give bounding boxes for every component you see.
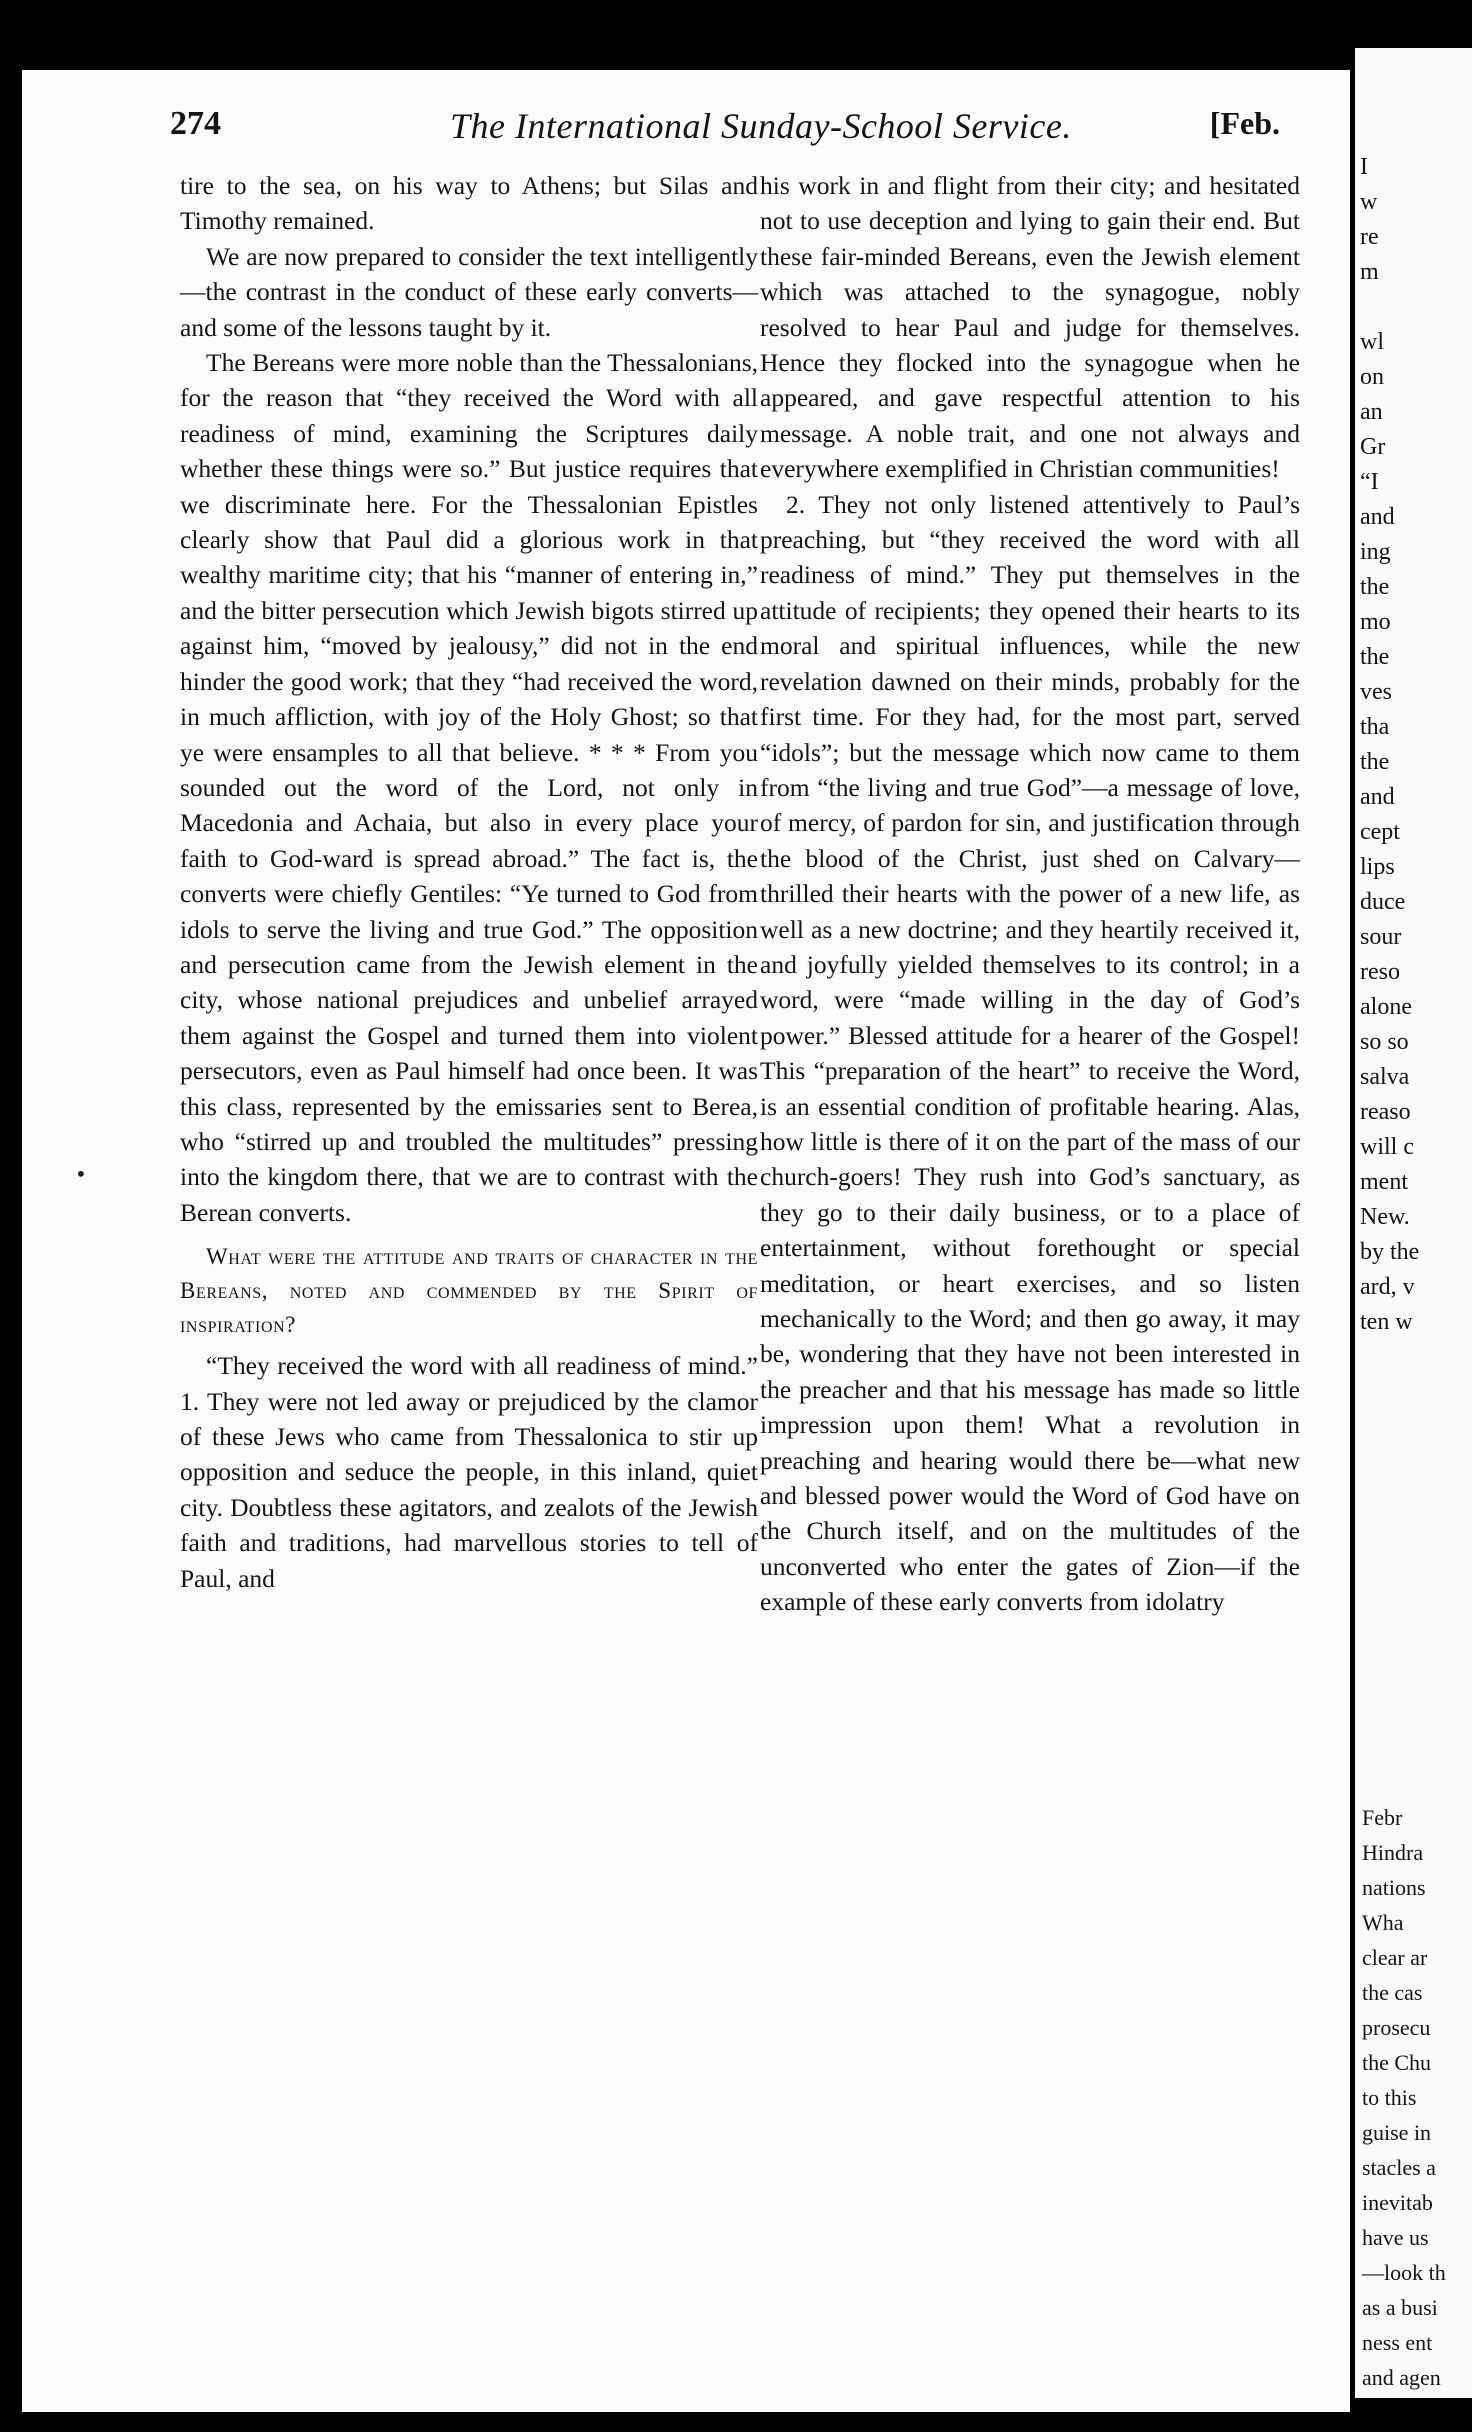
right-column <box>760 168 1300 1620</box>
adjacent-page-line: re <box>1360 224 1379 250</box>
adjacent-page-line: —look th <box>1362 2260 1446 2285</box>
adjacent-page-text-upper <box>1360 150 1419 1340</box>
running-title: The International Sunday-School Service. <box>450 106 1072 146</box>
adjacent-page-line: the Chu <box>1362 2050 1432 2075</box>
adjacent-page-line: salva <box>1360 1064 1410 1090</box>
adjacent-page-line: Febr <box>1362 1805 1403 1830</box>
adjacent-page-line: an <box>1360 399 1383 425</box>
adjacent-page-line: have us <box>1362 2225 1429 2250</box>
adjacent-page-line: ves <box>1360 679 1392 705</box>
adjacent-page-line: the <box>1360 749 1390 775</box>
adjacent-page-line: stacles a <box>1362 2155 1436 2180</box>
adjacent-page-line: ard, v <box>1360 1274 1415 1300</box>
adjacent-page-line: guise in <box>1362 2120 1432 2145</box>
adjacent-page-line: ing <box>1360 539 1391 565</box>
adjacent-page-line: clear ar <box>1362 1945 1428 1970</box>
paragraph: We are now prepared to consider the text intelligently—the contrast in the conduct of these early converts—and some of the lessons taught by it. <box>180 241 758 342</box>
adjacent-page-line: tha <box>1360 714 1390 740</box>
paragraph: 2. They not only listened attentively to Paul’s preaching, but “they received the word with all readiness of mind.” They put themselves in the attitude of recipients; they opened their hearts to its moral and spiritual influences, while the new revelation dawned on their minds, probably for the first time. For they had, for the most part, served “idols”; but the message which now came to them from “the living and true God”—a message of love, of mercy, of pardon for sin, and justification through the blood of the Christ, just shed on Calvary—thrilled their hearts with the power of a new life, as well as a new doctrine; and they heartily received it, and joyfully yielded themselves to its control; in a word, were “made willing in the day of God’s power.” Blessed attitude for a hearer of the Gospel! This “preparation of the heart” to receive the Word, is an essential condition of profitable hearing. Alas, how little is there of it on the part of the mass of our church-goers! They rush into God’s sanctuary, as they go to their daily business, or to a place of entertainment, without forethought or special meditation, or heart exercises, and so listen mechanically to the Word; and then go away, it may be, wondering that they have not been interested in the preacher and that his message has made so little impression upon them! What a revolution in preaching and hearing would there be—what new and blessed power would the Word of God have on the Church itself, and on the multitudes of the unconverted who enter the gates of Zion—if the example of these early converts from idolatry <box>760 489 1300 1617</box>
adjacent-page-line: “I <box>1360 469 1379 495</box>
adjacent-page-line: so so <box>1360 1029 1409 1055</box>
adjacent-page-line: New. <box>1360 1204 1410 1230</box>
page-number: 274 <box>170 105 221 142</box>
adjacent-page-line: the <box>1360 574 1390 600</box>
adjacent-page-line: the cas <box>1362 1980 1423 2005</box>
adjacent-page-line: ness ent <box>1362 2330 1433 2355</box>
adjacent-page-line: and agen <box>1362 2365 1441 2390</box>
adjacent-page-line: ment <box>1360 1169 1408 1195</box>
adjacent-page-line: Gr <box>1360 434 1386 460</box>
adjacent-page-line: reso <box>1360 959 1400 985</box>
adjacent-page-line: nations <box>1362 1875 1426 1900</box>
running-head <box>170 105 1280 165</box>
adjacent-page-line: Wha <box>1362 1910 1404 1935</box>
adjacent-page-line: mo <box>1360 609 1391 635</box>
adjacent-page-line: and <box>1360 784 1395 810</box>
adjacent-page-line: wl <box>1360 329 1384 355</box>
adjacent-page-line: prosecu <box>1362 2015 1431 2040</box>
adjacent-page-line: on <box>1360 364 1384 390</box>
adjacent-page-line: inevitab <box>1362 2190 1433 2215</box>
adjacent-page-line: sour <box>1360 924 1402 950</box>
adjacent-page-line <box>1360 290 1419 325</box>
adjacent-page-text-lower <box>1362 1800 1446 2395</box>
adjacent-page-line: will c <box>1360 1134 1414 1160</box>
adjacent-page-line: reaso <box>1360 1099 1411 1125</box>
adjacent-page-line: m <box>1360 259 1379 285</box>
margin-mark: • <box>75 1162 87 1186</box>
adjacent-page-line: to this <box>1362 2085 1417 2110</box>
adjacent-page-line: by the <box>1360 1239 1420 1265</box>
left-column <box>180 168 758 1596</box>
running-month: [Feb. <box>1209 105 1280 141</box>
adjacent-page-line: lips <box>1360 854 1395 880</box>
adjacent-page-line: ten w <box>1360 1309 1413 1335</box>
paragraph: his work in and flight from their city; and hesitated not to use deception and lying to gain their end. But these fair-minded Bereans, even the Jewish element which was attached to the synagogue, nobly resolved to hear Paul and judge for themselves. Hence they flocked into the synagogue when he appeared, and gave respectful attention to his message. A noble trait, and one not always and everywhere exemplified in Christian communities! <box>760 171 1300 484</box>
question-heading: What were the attitude and traits of character in the Bereans, noted and commended by the Spirit of inspiration? <box>180 1244 758 1338</box>
adjacent-page-line: the <box>1360 644 1390 670</box>
adjacent-page-line: alone <box>1360 994 1412 1020</box>
paragraph: tire to the sea, on his way to Athens; but Silas and Timothy remained. <box>180 171 758 236</box>
paragraph: “They received the word with all readiness of mind.” 1. They were not led away or prejudiced by the clamor of these Jews who came from Thessalonica to stir up opposition and seduce the people, in this inland, quiet city. Doubtless these agitators, and zealots of the Jewish faith and traditions, had marvellous stories to tell of Paul, and <box>180 1351 758 1593</box>
paragraph: The Bereans were more noble than the Thessalonians, for the reason that “they received the Word with all readiness of mind, examining the Scriptures daily whether these things were so.” But justice requires that we discriminate here. For the Thessalonian Epistles clearly show that Paul did a glorious work in that wealthy maritime city; that his “manner of entering in,” and the bitter persecution which Jewish bigots stirred up against him, “moved by jealousy,” did not in the end hinder the good work; that they “had received the word, in much affliction, with joy of the Holy Ghost; so that ye were ensamples to all that believe. * * * From you sounded out the word of the Lord, not only in Macedonia and Achaia, but also in every place your faith to God-ward is spread abroad.” The fact is, the converts were chiefly Gentiles: “Ye turned to God from idols to serve the living and true God.” The opposition and persecution came from the Jewish element in the city, whose national prejudices and unbelief arrayed them against the Gospel and turned them into violent persecutors, even as Paul himself had once been. It was this class, represented by the emissaries sent to Berea, who “stirred up and troubled the multitudes” pressing into the kingdom there, that we are to contrast with the Berean converts. <box>180 348 758 1227</box>
adjacent-page-line: I <box>1360 154 1368 180</box>
adjacent-page-line: duce <box>1360 889 1406 915</box>
adjacent-page-line: w <box>1360 189 1378 215</box>
adjacent-page-line: as a busi <box>1362 2295 1438 2320</box>
adjacent-page-line: Hindra <box>1362 1840 1424 1865</box>
adjacent-page-line: and <box>1360 504 1395 530</box>
adjacent-page-line: cept <box>1360 819 1400 845</box>
